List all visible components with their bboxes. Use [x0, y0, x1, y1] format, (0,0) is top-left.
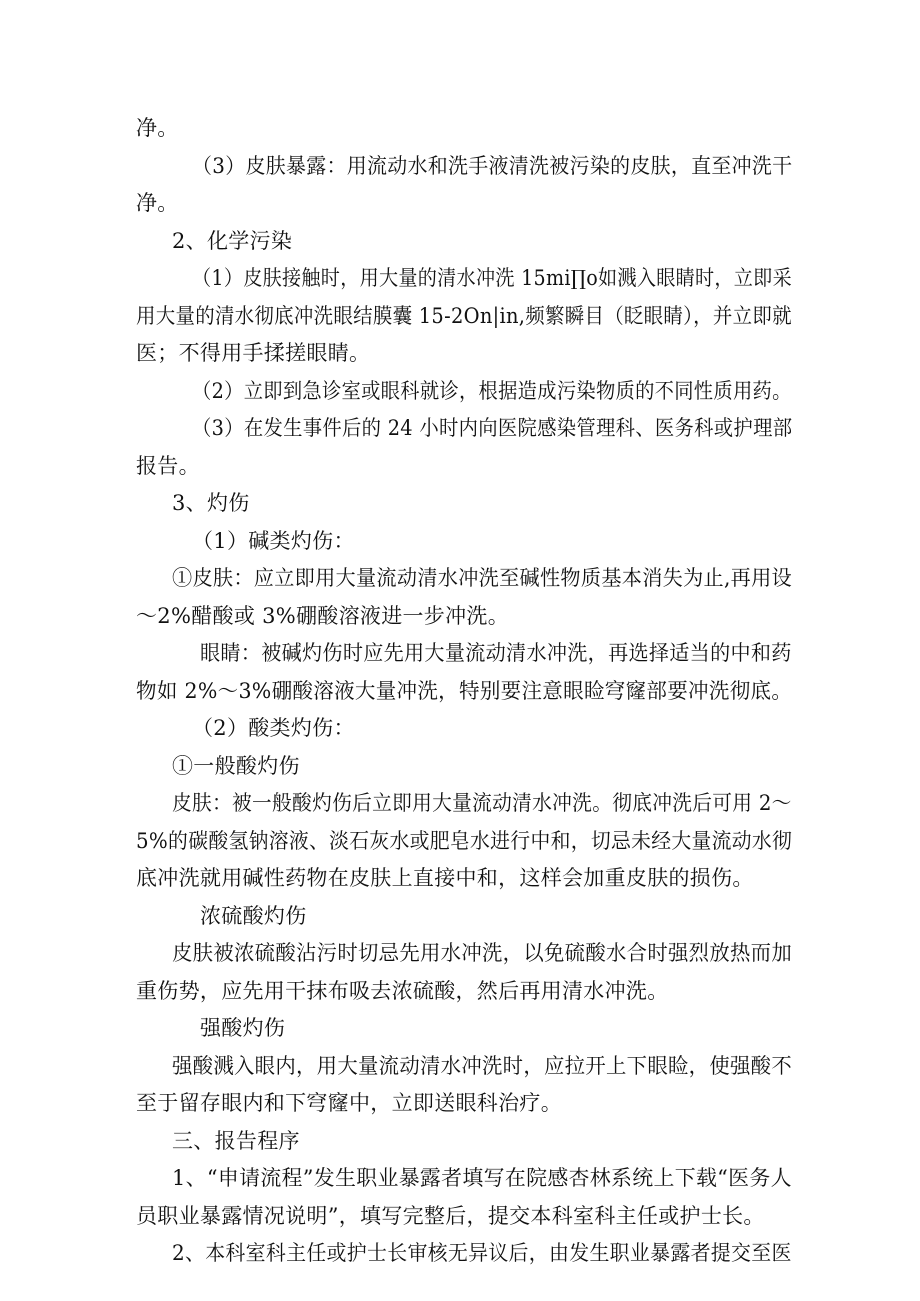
text-line: 皮肤：被一般酸灼伤后立即用大量流动清水冲洗。彻底冲洗后可用 2～: [172, 791, 792, 815]
text-line: 重伤势，应先用干抹布吸去浓硫酸，然后再用清水冲洗。: [136, 979, 669, 1003]
text-line: 强酸溅入眼内，用大量流动清水冲洗时，应拉开上下眼睑，使强酸不: [172, 1054, 793, 1078]
text-line: 报告。: [136, 454, 200, 478]
text-line: 皮肤被浓硫酸沾污时切忌先用水冲洗，以免硫酸水合时强烈放热而加: [172, 941, 793, 965]
text-line: 底冲洗就用碱性药物在皮肤上直接中和，这样会加重皮肤的损伤。: [136, 866, 754, 890]
text-line: （1）皮肤接触时，用大量的清水冲洗 15mi∏o如溅入眼睛时，立即采: [192, 266, 792, 290]
subsection-heading: （1）碱类灼伤：: [192, 529, 355, 553]
text-line: ～2%醋酸或 3%硼酸溶液进一步冲洗。: [136, 604, 510, 628]
text-line: 员职业暴露情况说明”，填写完整后，提交本科室科主任或护士长。: [136, 1204, 765, 1228]
subsection-heading: ①一般酸灼伤: [172, 754, 300, 778]
text-line: 5%的碳酸氢钠溶液、淡石灰水或肥皂水进行中和，切忌未经大量流动水彻: [136, 829, 793, 853]
section-heading: 3、灼伤: [172, 491, 250, 515]
section-heading: 三、报告程序: [172, 1129, 300, 1153]
text-line: （3）皮肤暴露：用流动水和洗手液清洗被污染的皮肤，直至冲洗干: [192, 154, 793, 178]
text-line: 医；不得用手揉搓眼睛。: [136, 341, 371, 365]
text-line: （3）在发生事件后的 24 小时内向医院感染管理科、医务科或护理部: [192, 416, 793, 440]
subsection-heading: （2）酸类灼伤：: [192, 716, 355, 740]
text-line: （2）立即到急诊室或眼科就诊，根据造成污染物质的不同性质用药。: [192, 379, 792, 403]
text-line: 净。: [136, 191, 179, 215]
text-line: 净。: [136, 116, 179, 140]
subsection-heading: 浓硫酸灼伤: [200, 904, 307, 928]
text-line: 物如 2%～3%硼酸溶液大量冲洗，特别要注意眼睑穹窿部要冲洗彻底。: [136, 679, 793, 703]
text-line: 用大量的清水彻底冲洗眼结膜囊 15-2On|in,频繁瞬目（眨眼睛），并立即就: [136, 304, 792, 328]
text-line: 1、“申请流程”发生职业暴露者填写在院感杏林系统上下载“医务人: [172, 1166, 792, 1190]
text-line: 眼睛：被碱灼伤时应先用大量流动清水冲洗，再选择适当的中和药: [200, 641, 792, 665]
text-line: ①皮肤：应立即用大量流动清水冲洗至碱性物质基本消失为止,再用设: [172, 566, 793, 590]
text-line: 至于留存眼内和下穹窿中，立即送眼科治疗。: [136, 1091, 562, 1115]
text-line: 2、本科室科主任或护士长审核无异议后，由发生职业暴露者提交至医: [172, 1241, 792, 1265]
section-heading: 2、化学污染: [172, 229, 293, 253]
subsection-heading: 强酸灼伤: [200, 1016, 286, 1040]
